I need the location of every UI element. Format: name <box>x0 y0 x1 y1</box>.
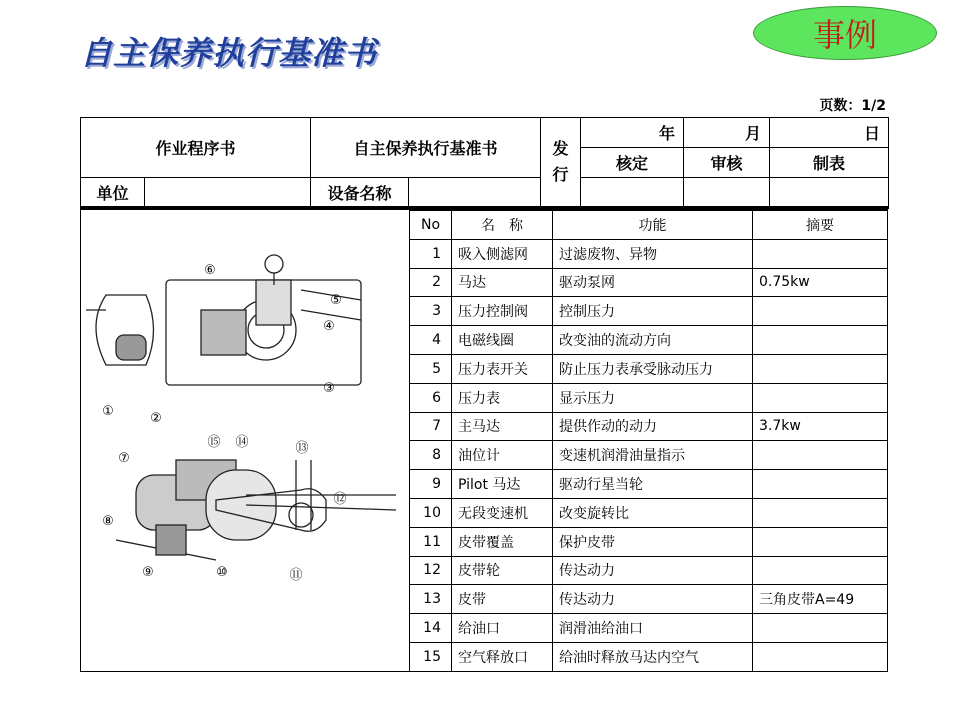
row-no: 11 <box>410 527 452 556</box>
row-no: 4 <box>410 326 452 355</box>
row-no: 7 <box>410 412 452 441</box>
table-header-row <box>410 211 888 240</box>
row-note: 0.75kw <box>753 268 888 297</box>
row-no: 12 <box>410 556 452 585</box>
row-note: 三角皮带A=49 <box>753 585 888 614</box>
table-row <box>410 527 888 556</box>
row-function: 给油时释放马达内空气 <box>553 642 753 671</box>
day-label: 日 <box>770 118 889 148</box>
table-row <box>410 614 888 643</box>
row-no: 5 <box>410 354 452 383</box>
unit-label: 单位 <box>81 178 145 208</box>
equipment-label: 设备名称 <box>311 178 409 208</box>
table-row <box>410 585 888 614</box>
approve-sign <box>581 178 684 208</box>
figure-label-3: ③ <box>323 381 335 396</box>
figure-label-6: ⑥ <box>204 263 216 278</box>
table-row <box>410 326 888 355</box>
row-name: 空气释放口 <box>452 642 553 671</box>
row-name: 压力表开关 <box>452 354 553 383</box>
figure-label-7: ⑦ <box>118 451 130 466</box>
row-name: 皮带 <box>452 585 553 614</box>
row-note <box>753 326 888 355</box>
row-function: 控制压力 <box>553 297 753 326</box>
row-function: 提供作动的动力 <box>553 412 753 441</box>
row-note <box>753 642 888 671</box>
figure-label-2: ② <box>150 411 162 426</box>
row-function: 驱动行星当轮 <box>553 470 753 499</box>
figure-label-5: ⑤ <box>330 293 342 308</box>
row-no: 14 <box>410 614 452 643</box>
row-no: 6 <box>410 383 452 412</box>
figure-label-8: ⑧ <box>102 514 114 529</box>
review-sign <box>684 178 770 208</box>
figure-label-9: ⑨ <box>142 565 154 580</box>
row-function: 润滑油给油口 <box>553 614 753 643</box>
issue-text: 发行 <box>552 139 569 184</box>
row-note <box>753 614 888 643</box>
equipment-diagram <box>86 240 404 590</box>
row-name: 皮带覆盖 <box>452 527 553 556</box>
review-label: 审核 <box>684 148 770 178</box>
row-no: 3 <box>410 297 452 326</box>
col-header-name: 名 称 <box>452 211 553 240</box>
row-note <box>753 383 888 412</box>
row-note <box>753 354 888 383</box>
table-row <box>410 556 888 585</box>
row-name: 无段变速机 <box>452 498 553 527</box>
document-header-table <box>80 117 889 209</box>
row-name: 电磁线圈 <box>452 326 553 355</box>
row-name: 主马达 <box>452 412 553 441</box>
row-no: 15 <box>410 642 452 671</box>
row-function: 防止压力表承受脉动压力 <box>553 354 753 383</box>
row-name: 压力控制阀 <box>452 297 553 326</box>
page-count: 页数：1/2 <box>819 98 886 114</box>
row-function: 保护皮带 <box>553 527 753 556</box>
table-row <box>410 412 888 441</box>
row-function: 改变油的流动方向 <box>553 326 753 355</box>
doc-type: 作业程序书 <box>81 118 311 178</box>
row-name: 压力表 <box>452 383 553 412</box>
row-note <box>753 441 888 470</box>
row-function: 驱动泵网 <box>553 268 753 297</box>
row-name: Pilot 马达 <box>452 470 553 499</box>
row-note <box>753 498 888 527</box>
table-row <box>410 297 888 326</box>
year-label: 年 <box>581 118 684 148</box>
page-title: 自主保养执行基准书 <box>80 34 378 72</box>
row-note <box>753 470 888 499</box>
row-function: 改变旋转比 <box>553 498 753 527</box>
equipment-value <box>409 178 541 208</box>
row-note <box>753 239 888 268</box>
row-no: 13 <box>410 585 452 614</box>
table-row <box>410 268 888 297</box>
prepare-label: 制表 <box>770 148 889 178</box>
row-name: 油位计 <box>452 441 553 470</box>
row-function: 显示压力 <box>553 383 753 412</box>
row-name: 给油口 <box>452 614 553 643</box>
approve-label: 核定 <box>581 148 684 178</box>
prepare-sign <box>770 178 889 208</box>
figure-label-11: ⑪ <box>289 568 303 583</box>
table-row <box>410 642 888 671</box>
row-name: 吸入侧滤网 <box>452 239 553 268</box>
row-note <box>753 297 888 326</box>
row-note: 3.7kw <box>753 412 888 441</box>
row-function: 传达动力 <box>553 556 753 585</box>
month-label: 月 <box>684 118 770 148</box>
row-note <box>753 527 888 556</box>
col-header-note: 摘要 <box>753 211 888 240</box>
row-name: 皮带轮 <box>452 556 553 585</box>
figure-label-4: ④ <box>323 319 335 334</box>
example-badge: 事例 <box>753 6 937 60</box>
table-row <box>410 383 888 412</box>
figure-label-12: ⑫ <box>333 492 347 507</box>
row-no: 1 <box>410 239 452 268</box>
unit-value <box>145 178 311 208</box>
figure-label-10: ⑩ <box>216 565 228 580</box>
figure-label-15: ⑮ <box>207 435 221 450</box>
row-function: 变速机润滑油量指示 <box>553 441 753 470</box>
row-note <box>753 556 888 585</box>
row-name: 马达 <box>452 268 553 297</box>
row-no: 2 <box>410 268 452 297</box>
row-no: 10 <box>410 498 452 527</box>
table-row <box>410 354 888 383</box>
table-row <box>410 441 888 470</box>
row-no: 8 <box>410 441 452 470</box>
figure-label-13: ⑬ <box>295 441 309 456</box>
issue-label <box>541 118 581 208</box>
figure-label-14: ⑭ <box>235 435 249 450</box>
doc-name: 自主保养执行基准书 <box>311 118 541 178</box>
table-row <box>410 498 888 527</box>
table-row <box>410 239 888 268</box>
row-function: 传达动力 <box>553 585 753 614</box>
parts-table <box>409 210 888 672</box>
table-row <box>410 470 888 499</box>
row-no: 9 <box>410 470 452 499</box>
col-header-no: No <box>410 211 452 240</box>
figure-label-1: ① <box>102 404 114 419</box>
col-header-function: 功能 <box>553 211 753 240</box>
row-function: 过滤废物、异物 <box>553 239 753 268</box>
